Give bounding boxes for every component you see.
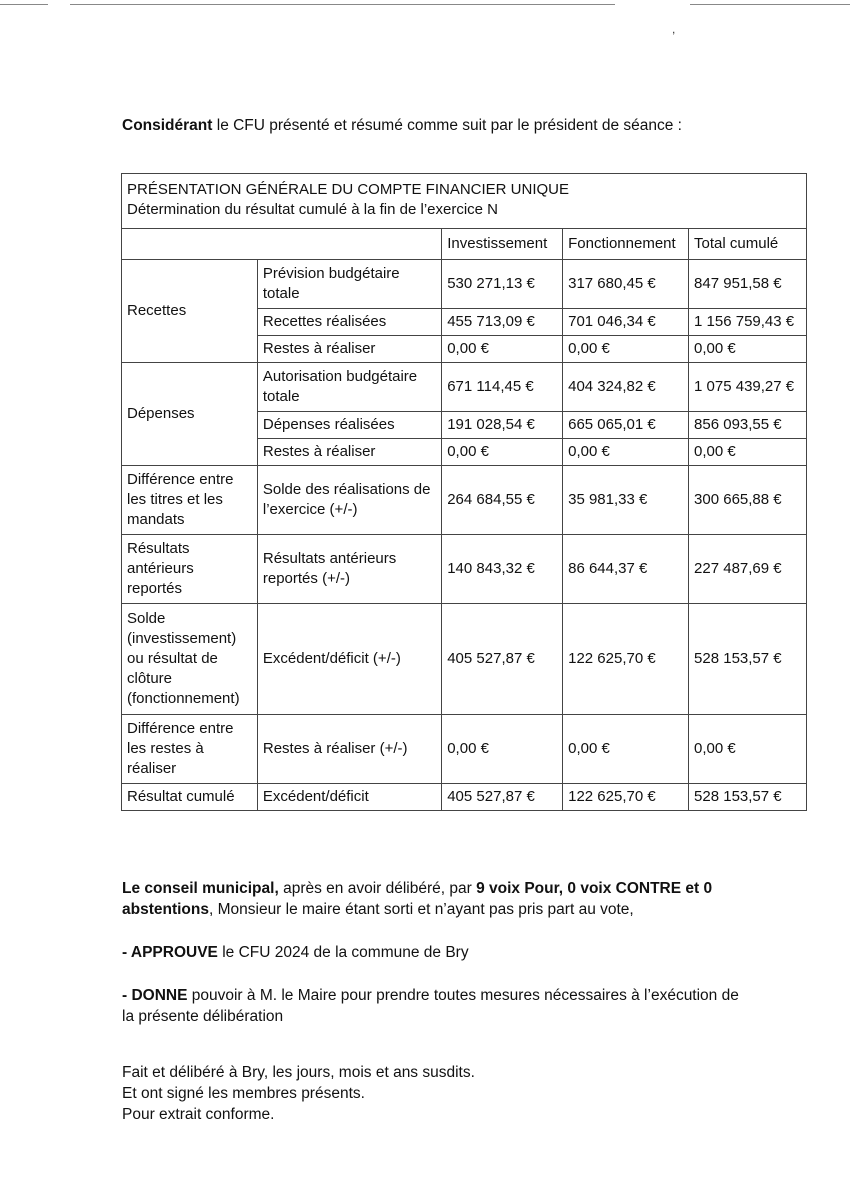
value-cell: 0,00 € — [442, 715, 563, 784]
table-subtitle: Détermination du résultat cumulé à la fin de l’exercice N — [127, 201, 499, 218]
column-header: Total cumulé — [689, 229, 807, 260]
decision-text: après en avoir délibéré, par — [278, 880, 477, 897]
value-cell: 0,00 € — [689, 439, 807, 466]
value-cell: 1 075 439,27 € — [689, 363, 807, 412]
group-label: Résultats antérieurs reportés — [122, 535, 258, 604]
row-label: Restes à réaliser — [257, 336, 441, 363]
group-label: Solde (investissement) ou résultat de clôture (fonctionnement) — [122, 604, 258, 715]
scan-artifact-line — [690, 4, 850, 5]
table-title: PRÉSENTATION GÉNÉRALE DU COMPTE FINANCIER UNIQUE — [127, 181, 569, 198]
header-empty-cell — [122, 229, 442, 260]
group-label: Dépenses — [122, 363, 258, 466]
value-cell: 122 625,70 € — [563, 604, 689, 715]
column-header: Investissement — [442, 229, 563, 260]
row-label: Excédent/déficit (+/-) — [257, 604, 441, 715]
table-row — [122, 363, 807, 412]
row-label: Prévision budgétaire totale — [257, 260, 441, 309]
table-row — [122, 604, 807, 715]
cfu-table — [121, 173, 807, 811]
intro-paragraph — [122, 116, 682, 136]
closing-line: Fait et délibéré à Bry, les jours, mois et ans susdits. — [122, 1064, 475, 1081]
value-cell: 701 046,34 € — [563, 309, 689, 336]
table-row — [122, 535, 807, 604]
table-row — [122, 784, 807, 811]
approve-label: - APPROUVE — [122, 944, 218, 961]
value-cell: 264 684,55 € — [442, 466, 563, 535]
row-label: Restes à réaliser (+/-) — [257, 715, 441, 784]
group-label: Recettes — [122, 260, 258, 363]
approve-paragraph — [122, 942, 469, 963]
vote-count: 9 voix Pour, 0 voix CONTRE et 0 abstentions — [122, 880, 713, 918]
scan-artifact-mark: , — [672, 22, 676, 36]
value-cell: 0,00 € — [689, 336, 807, 363]
closing-block — [122, 1062, 475, 1125]
value-cell: 35 981,33 € — [563, 466, 689, 535]
value-cell: 0,00 € — [563, 336, 689, 363]
value-cell: 0,00 € — [442, 439, 563, 466]
value-cell: 847 951,58 € — [689, 260, 807, 309]
decision-text: , Monsieur le maire étant sorti et n’ayant pas pris part au vote, — [208, 901, 634, 918]
value-cell: 405 527,87 € — [442, 784, 563, 811]
approve-text: le CFU 2024 de la commune de Bry — [217, 944, 469, 961]
closing-line: Pour extrait conforme. — [122, 1106, 275, 1123]
value-cell: 856 093,55 € — [689, 412, 807, 439]
council-label: Le conseil municipal, — [122, 880, 279, 897]
value-cell: 122 625,70 € — [563, 784, 689, 811]
value-cell: 405 527,87 € — [442, 604, 563, 715]
value-cell: 300 665,88 € — [689, 466, 807, 535]
value-cell: 191 028,54 € — [442, 412, 563, 439]
group-label: Résultat cumulé — [122, 784, 258, 811]
table-row — [122, 715, 807, 784]
group-label: Différence entre les restes à réaliser — [122, 715, 258, 784]
value-cell: 0,00 € — [442, 336, 563, 363]
value-cell: 0,00 € — [563, 439, 689, 466]
value-cell: 528 153,57 € — [689, 784, 807, 811]
value-cell: 528 153,57 € — [689, 604, 807, 715]
closing-line: Et ont signé les membres présents. — [122, 1085, 365, 1102]
row-label: Excédent/déficit — [257, 784, 441, 811]
table-row — [122, 260, 807, 309]
value-cell: 665 065,01 € — [563, 412, 689, 439]
value-cell: 530 271,13 € — [442, 260, 563, 309]
value-cell: 671 114,45 € — [442, 363, 563, 412]
value-cell: 227 487,69 € — [689, 535, 807, 604]
scan-artifact-line — [70, 4, 615, 5]
value-cell: 404 324,82 € — [563, 363, 689, 412]
scan-artifact-line — [0, 4, 48, 5]
value-cell: 86 644,37 € — [563, 535, 689, 604]
intro-text: le CFU présenté et résumé comme suit par le président de séance : — [212, 117, 682, 134]
table-title-cell — [122, 174, 807, 229]
column-header: Fonctionnement — [563, 229, 689, 260]
value-cell: 455 713,09 € — [442, 309, 563, 336]
value-cell: 317 680,45 € — [563, 260, 689, 309]
mandate-paragraph — [122, 985, 742, 1027]
value-cell: 0,00 € — [689, 715, 807, 784]
mandate-label: - DONNE — [122, 987, 188, 1004]
value-cell: 0,00 € — [563, 715, 689, 784]
row-label: Résultats antérieurs reportés (+/-) — [257, 535, 441, 604]
table-title-row — [122, 174, 807, 229]
value-cell: 1 156 759,43 € — [689, 309, 807, 336]
table-header-row — [122, 229, 807, 260]
intro-bold: Considérant — [122, 117, 213, 134]
row-label: Recettes réalisées — [257, 309, 441, 336]
group-label: Différence entre les titres et les mandats — [122, 466, 258, 535]
row-label: Autorisation budgétaire totale — [257, 363, 441, 412]
table-row — [122, 466, 807, 535]
value-cell: 140 843,32 € — [442, 535, 563, 604]
mandate-text: pouvoir à M. le Maire pour prendre toutes mesures nécessaires à l’exécution de la présente délibération — [122, 987, 739, 1025]
council-decision-paragraph — [122, 878, 722, 920]
row-label: Solde des réalisations de l’exercice (+/-) — [257, 466, 441, 535]
row-label: Restes à réaliser — [257, 439, 441, 466]
row-label: Dépenses réalisées — [257, 412, 441, 439]
